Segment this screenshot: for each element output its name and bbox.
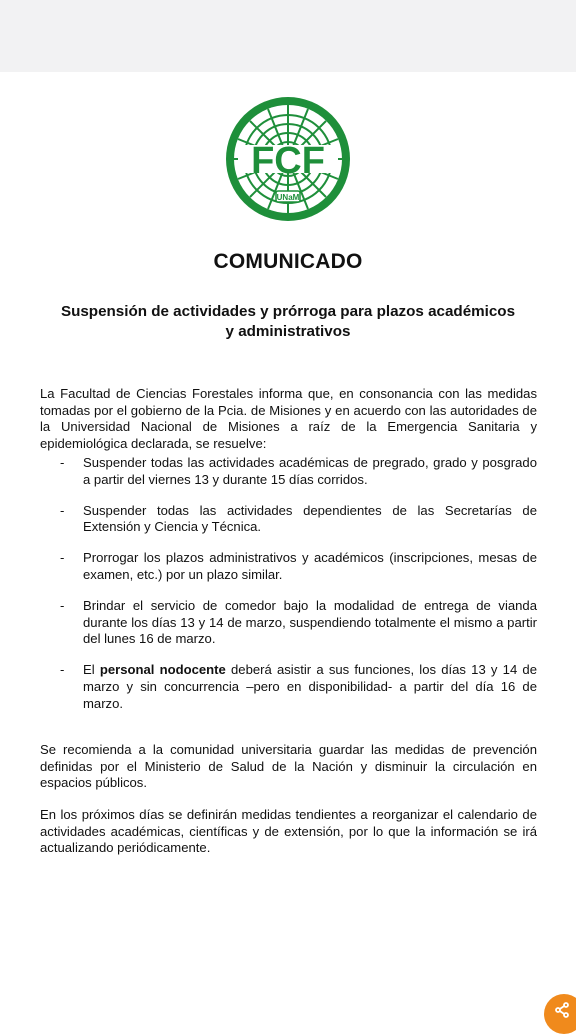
list-item-text: Brindar el servicio de comedor bajo la modalidad de entrega de vianda durante los días 13 y 14 de marzo, suspendiendo totalmente el mismo a partir del lunes 16 de marzo. — [83, 598, 537, 647]
list-item — [60, 662, 537, 712]
resolutions-list — [60, 455, 537, 712]
bullet5-pre: El — [83, 662, 100, 678]
bullet-dash: - — [60, 502, 65, 518]
share-button[interactable] — [544, 994, 576, 1034]
list-item-text: Suspender todas las actividades académicas de pregrado, grado y posgrado a partir del viernes 13 y durante 15 días corridos. — [83, 455, 537, 487]
logo-sub: UNaM — [276, 193, 300, 202]
list-item — [60, 503, 537, 536]
bullet-dash: - — [60, 550, 65, 566]
recommendation-paragraph: Se recomienda a la comunidad universitaria guardar las medidas de prevención definidas por el Ministerio de Salud de la Nación y disminuir la circulación en espacios públicos. — [40, 742, 537, 791]
list-item — [60, 550, 537, 583]
list-item-text: Suspender todas las actividades dependientes de las Secretarías de Extensión y Ciencia y Técnica. — [83, 502, 537, 535]
bullet5-bold: personal nodocente — [99, 662, 226, 678]
document-title: COMUNICADO — [213, 250, 363, 273]
list-item-text — [83, 662, 537, 710]
fcf-logo — [224, 95, 352, 223]
share-icon — [554, 1002, 570, 1018]
bullet-dash: - — [60, 662, 65, 678]
top-bar — [0, 0, 576, 72]
list-item — [60, 455, 537, 488]
list-item-text: Prorrogar los plazos administrativos y académicos (inscripciones, mesas de examen, etc.) por un plazo similar. — [83, 550, 537, 582]
bullet5-post: deberá asistir a sus funciones, los días 13 y 14 de marzo y sin concurrencia –pero en disponibilidad- a partir del día 16 de marzo. — [83, 662, 537, 711]
subtitle-line-1: Suspensión de actividades y prórroga para plazos académicos — [60, 303, 516, 320]
subtitle-line-2: y administrativos — [225, 323, 351, 340]
closing-paragraph: En los próximos días se definirán medidas tendientes a reorganizar el calendario de actividades académicas, científicas y de extensión, por lo que la información se irá actualizando periódicamente. — [40, 807, 537, 856]
document-subtitle — [30, 302, 546, 342]
intro-paragraph: La Facultad de Ciencias Forestales informa que, en consonancia con las medidas tomadas por el gobierno de la Pcia. de Misiones y en acuerdo con las autoridades de la Universidad Nacional de Misiones a raíz de la Emergencia Sanitaria y epidemiológica declarada, se resuelve: — [40, 386, 537, 451]
bullet-dash: - — [60, 598, 65, 614]
logo-letters: FCF — [251, 140, 325, 182]
list-item — [60, 598, 537, 648]
bullet-dash: - — [60, 455, 65, 470]
